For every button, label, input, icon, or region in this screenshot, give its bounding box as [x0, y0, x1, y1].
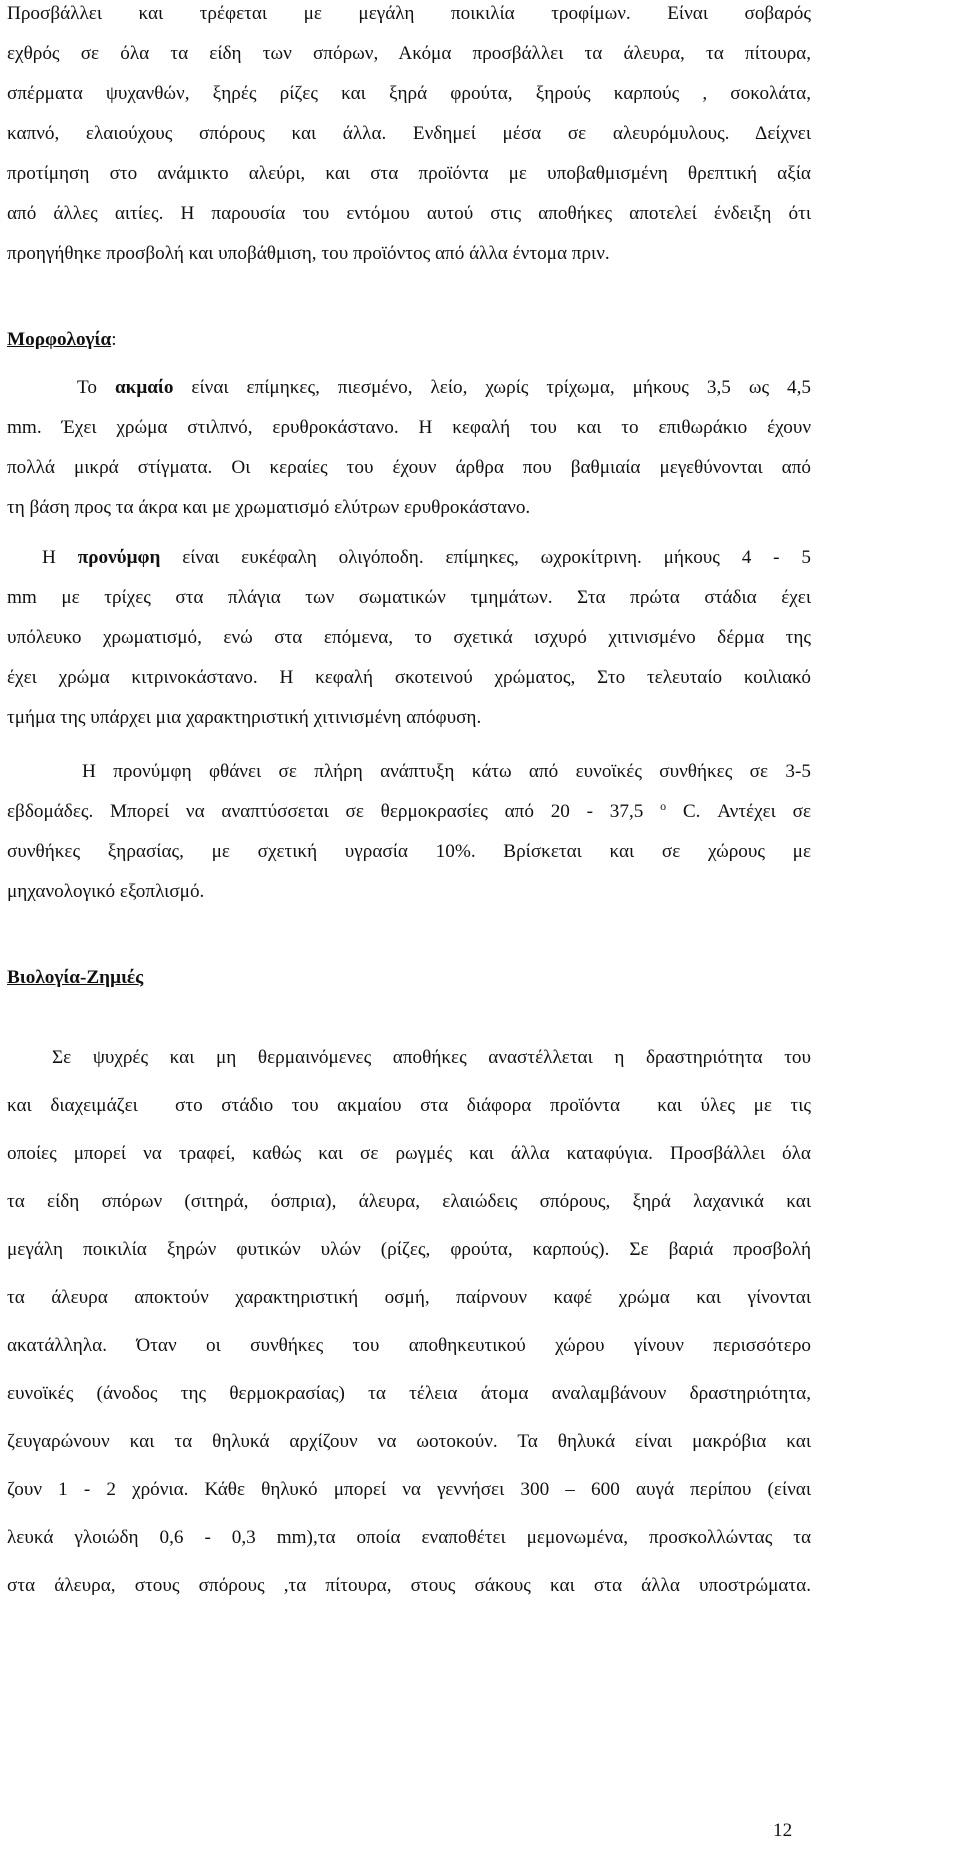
p2-line-1-pre: Το: [77, 377, 115, 398]
p1-line-1: Προσβάλλει και τρέφεται με μεγάλη ποικιλία τροφίμων. Είναι σοβαρός: [7, 3, 811, 24]
larva-term: προνύμφη: [77, 547, 161, 568]
p1-line-3: σπέρματα ψυχανθών, ξηρές ρίζες και ξηρά φρούτα, ξηρούς καρπούς , σοκολάτα,: [7, 83, 811, 104]
p4-line-2-post: C. Αντέχει σε: [666, 801, 811, 822]
p5-line-9: ζευγαρώνουν και τα θηλυκά αρχίζουν να ωοτοκούν. Τα θηλυκά είναι μακρόβια και: [7, 1431, 811, 1452]
degree-superscript: ο: [660, 799, 667, 813]
morphology-heading-text: Μορφολογία: [7, 329, 112, 350]
p2-line-2: mm. Έχει χρώμα στιλπνό, ερυθροκάστανο. Η κεφαλή του και το επιθωράκιο έχουν: [7, 417, 811, 438]
p1-line-7: προηγήθηκε προσβολή και υποβάθμιση, του προϊόντος από άλλα έντομα πριν.: [7, 243, 610, 264]
morphology-heading: [7, 320, 960, 360]
p5-line-7: ακατάλληλα. Όταν οι συνθήκες του αποθηκευτικού χώρου γίνουν περισσότερο: [7, 1335, 811, 1356]
p1-line-2: εχθρός σε όλα τα είδη των σπόρων, Ακόμα προσβάλλει τα άλευρα, τα πίτουρα,: [7, 43, 811, 64]
biology-damages-heading: Βιολογία-Ζημιές: [7, 967, 144, 988]
p5-line-3: οποίες μπορεί να τραφεί, καθώς και σε ρωγμές και άλλα καταφύγια. Προσβάλλει όλα: [7, 1143, 811, 1164]
p4-line-3: συνθήκες ξηρασίας, με σχετική υγρασία 10%. Βρίσκεται και σε χώρους με: [7, 841, 811, 862]
p5-line-11: λευκά γλοιώδη 0,6 - 0,3 mm),τα οποία εναποθέτει μεμονωμένα, προσκολλώντας τα: [7, 1527, 811, 1548]
p3-line-1-pre: Η: [42, 547, 78, 568]
p2-line-3: πολλά μικρά στίγματα. Οι κεραίες του έχουν άρθρα που βαθμιαία μεγεθύνονται από: [7, 457, 811, 478]
p5-line-2: και διαχειμάζει στο στάδιο του ακμαίου στα διάφορα προϊόντα και ύλες με τις: [7, 1095, 811, 1116]
p3-line-5: τμήμα της υπάρχει μια χαρακτηριστική χιτινισμένη απόφυση.: [7, 707, 482, 728]
p1-line-5: προτίμηση στο ανάμικτο αλεύρι, και στα προϊόντα με υποβαθμισμένη θρεπτική αξία: [7, 163, 811, 184]
p4-line-2-pre: εβδομάδες. Μπορεί να αναπτύσσεται σε θερμοκρασίες από 20 - 37,5: [7, 801, 661, 822]
p1-line-4: καπνό, ελαιούχους σπόρους και άλλα. Ενδημεί μέσα σε αλευρόμυλους. Δείχνει: [7, 123, 811, 144]
p3-line-1: [42, 538, 811, 578]
morphology-heading-colon: :: [111, 329, 117, 350]
p3-line-1-post: είναι ευκέφαλη ολιγόποδη. επίμηκες, ωχροκίτρινη. μήκους 4 - 5: [160, 547, 811, 568]
p5-line-4: τα είδη σπόρων (σιτηρά, όσπρια), άλευρα, ελαιώδεις σπόρους, ξηρά λαχανικά και: [7, 1191, 811, 1212]
p2-line-1: [77, 368, 811, 408]
p4-line-1: Η προνύμφη φθάνει σε πλήρη ανάπτυξη κάτω από ευνοϊκές συνθήκες σε 3-5: [82, 761, 811, 782]
p1-line-6: από άλλες αιτίες. Η παρουσία του εντόμου αυτού στις αποθήκες αποτελεί ένδειξη ότι: [7, 203, 811, 224]
p5-line-6: τα άλευρα αποκτούν χαρακτηριστική οσμή, παίρνουν καφέ χρώμα και γίνονται: [7, 1287, 811, 1308]
p4-line-2: [7, 792, 811, 832]
p5-line-10: ζουν 1 - 2 χρόνια. Κάθε θηλυκό μπορεί να γεννήσει 300 – 600 αυγά περίπου (είναι: [7, 1479, 811, 1500]
p2-line-4: τη βάση προς τα άκρα και με χρωματισμό ελύτρων ερυθροκάστανο.: [7, 497, 531, 518]
p5-line-5: μεγάλη ποικιλία ξηρών φυτικών υλών (ρίζες, φρούτα, καρπούς). Σε βαριά προσβολή: [7, 1239, 811, 1260]
p3-line-3: υπόλευκο χρωματισμό, ενώ στα επόμενα, το σχετικά ισχυρό χιτινισμένο δέρμα της: [7, 627, 811, 648]
p4-line-4: μηχανολογικό εξοπλισμό.: [7, 881, 205, 902]
p5-line-12: στα άλευρα, στους σπόρους ,τα πίτουρα, στους σάκους και στα άλλα υποστρώματα.: [7, 1575, 811, 1596]
p5-line-1: Σε ψυχρές και μη θερμαινόμενες αποθήκες αναστέλλεται η δραστηριότητα του: [52, 1047, 811, 1068]
p3-line-2: mm με τρίχες στα πλάγια των σωματικών τμημάτων. Στα πρώτα στάδια έχει: [7, 587, 811, 608]
p2-line-1-post: είναι επίμηκες, πιεσμένο, λείο, χωρίς τρίχωμα, μήκους 3,5 ως 4,5: [173, 377, 811, 398]
p3-line-4: έχει χρώμα κιτρινοκάστανο. Η κεφαλή σκοτεινού χρώματος, Στο τελευταίο κοιλιακό: [7, 667, 811, 688]
page-number: 12: [773, 1820, 793, 1841]
adult-term: ακμαίο: [114, 377, 174, 398]
p5-line-8: ευνοϊκές (άνοδος της θερμοκρασίας) τα τέλεια άτομα αναλαμβάνουν δραστηριότητα,: [7, 1383, 811, 1404]
